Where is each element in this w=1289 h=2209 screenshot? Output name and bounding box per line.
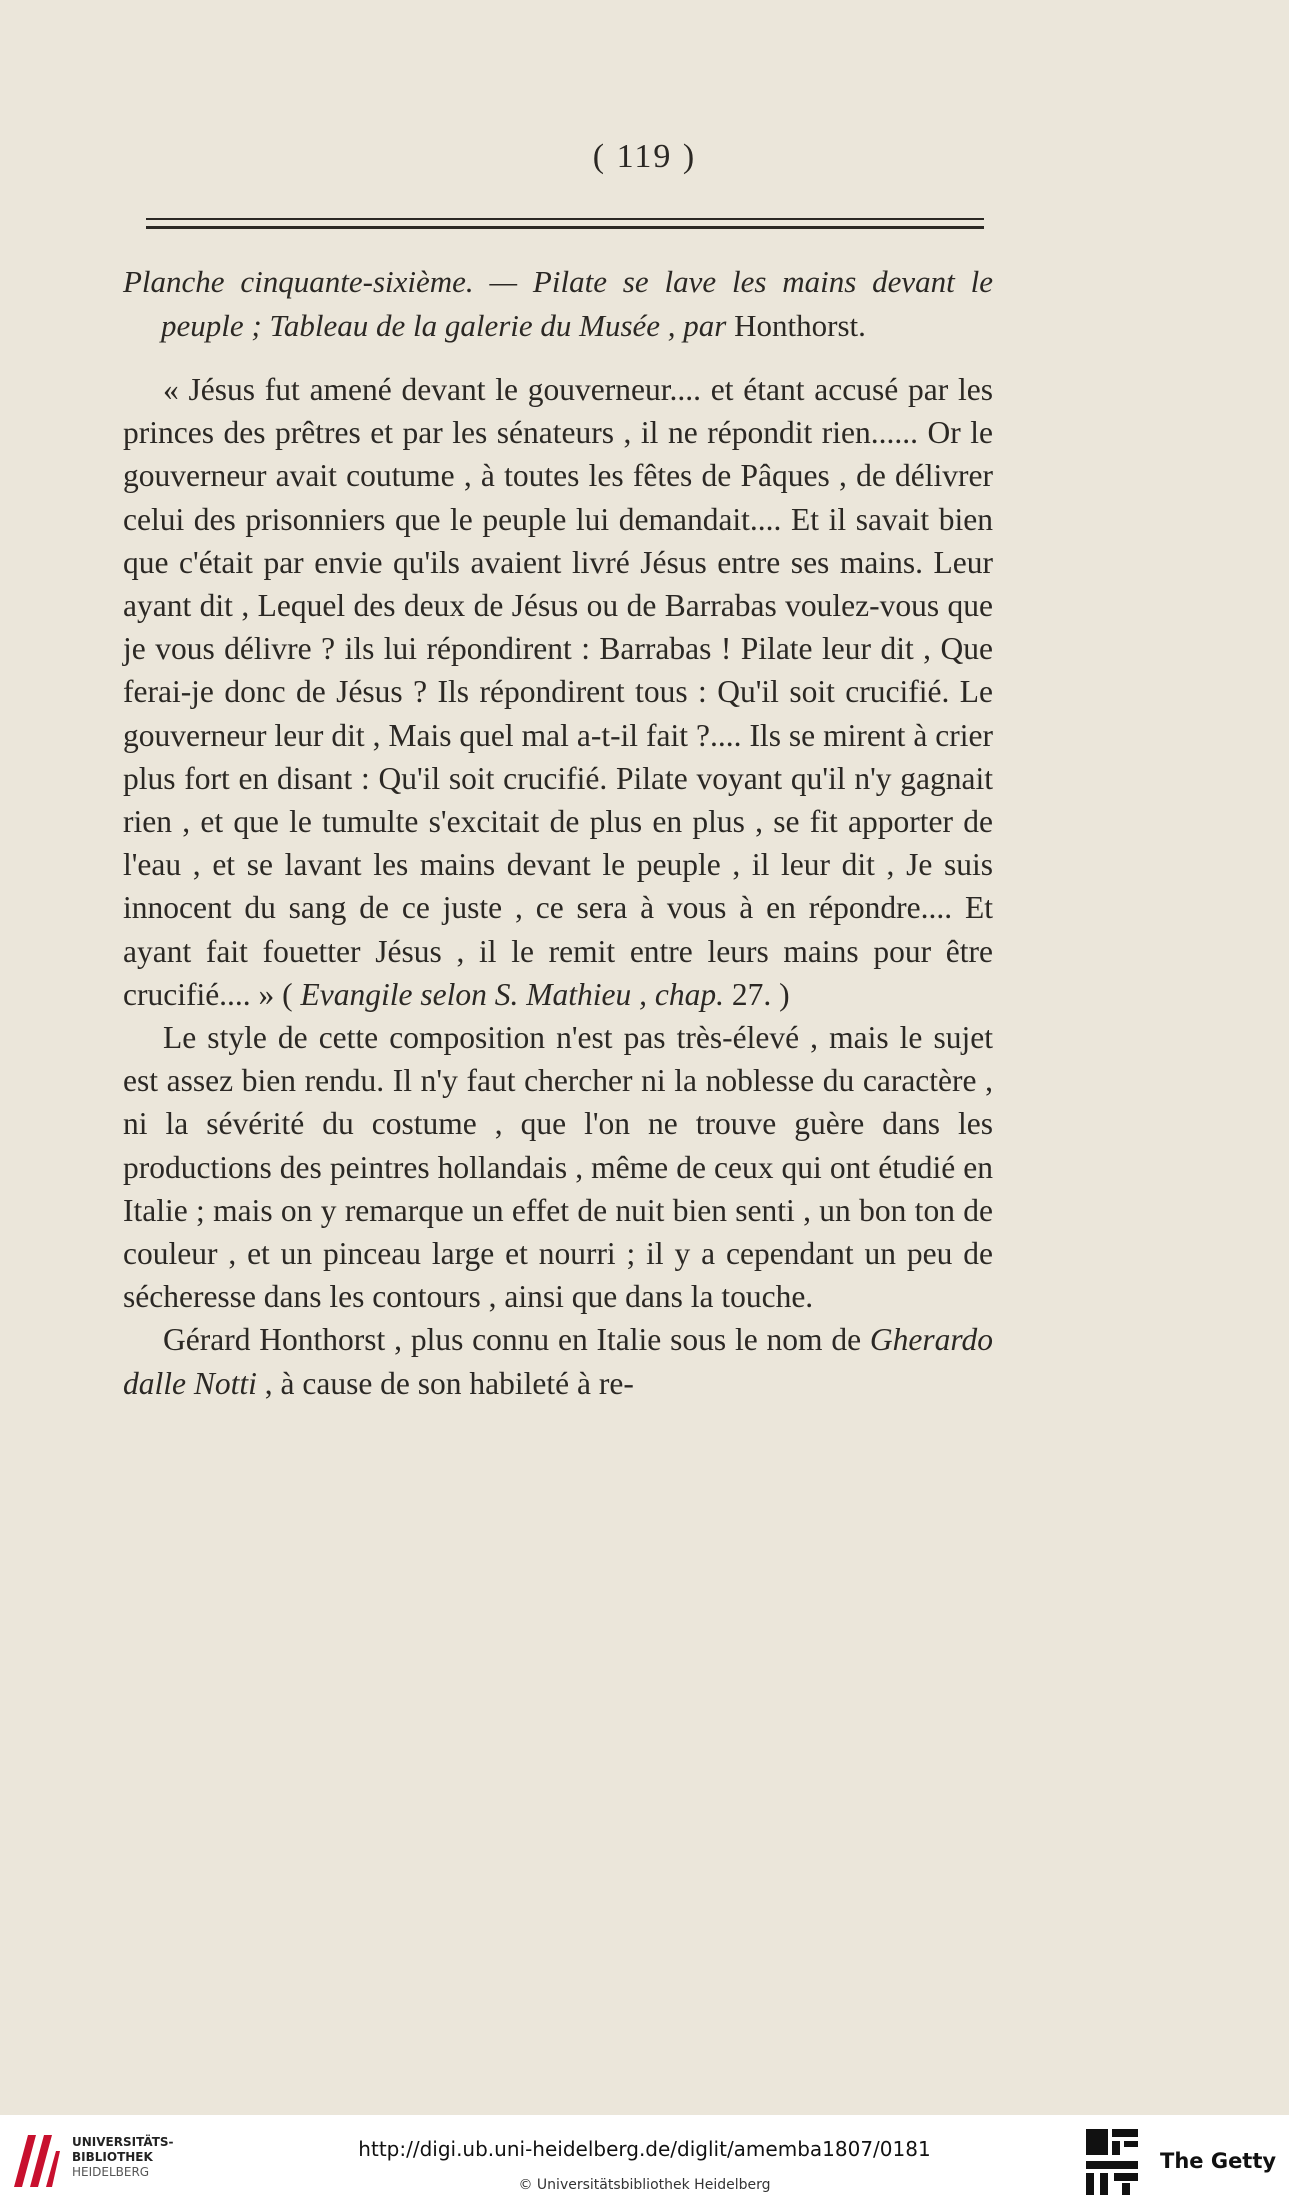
- library-name-line2: BIBLIOTHEK: [72, 2150, 153, 2164]
- plate-caption: [123, 260, 993, 348]
- header-rule-thick: [146, 226, 984, 229]
- bio-text: Gérard Honthorst , plus connu en Italie sous le nom de: [163, 1322, 870, 1358]
- page-number: ( 119 ): [592, 138, 697, 175]
- bio-tail: , à cause de son habileté à re-: [256, 1365, 634, 1401]
- copyright-notice: © Universitätsbibliothek Heidelberg: [518, 2177, 771, 2193]
- paragraph-artist-bio: [123, 1318, 993, 1404]
- paragraph-style-critique: [123, 1016, 993, 1318]
- caption-artist: Honthorst.: [734, 308, 866, 343]
- critique-text: Le style de cette composition n'est pas très-élevé , mais le sujet est assez bien rendu. Il n'y faut chercher ni la noblesse du caractère , ni la sévérité du costume , que l'on ne trouve guère dans les productions des peintres hollandais , même de ceux qui ont étudié en Italie ; mais on y remarque un effet de nuit bien senti , un bon ton de couleur , et un pinceau large et nourri ; il y a cependant un peu de sécheresse dans les contours , ainsi que dans la touche.: [123, 1020, 993, 1315]
- library-name-line3: HEIDELBERG: [72, 2165, 150, 2179]
- quote-source: Evangile selon S. Mathieu , chap.: [300, 976, 724, 1012]
- header-rule-thin: [146, 218, 984, 220]
- getty-name: The Getty: [1160, 2149, 1277, 2173]
- quote-source-chapter: 27. ): [723, 976, 790, 1012]
- text-body: [123, 260, 993, 1405]
- bio-nickname: Gherardo dalle Notti: [123, 1322, 993, 1401]
- caption-italic: Planche cinquante-sixième. — Pilate se lave les mains devant le peuple ; Tableau de la galerie du Musée , par: [123, 264, 993, 343]
- getty-logo-icon: [1084, 2127, 1142, 2199]
- library-name-line1: UNIVERSITÄTS-: [72, 2135, 174, 2149]
- permalink-url[interactable]: http://digi.ub.uni-heidelberg.de/diglit/amemba1807/0181: [358, 2137, 931, 2161]
- quote-text: « Jésus fut amené devant le gouverneur.... et étant accusé par les princes des prêtres et par les sénateurs , il ne répondit rien...... Or le gouverneur avait coutume , à toutes les fêtes de Pâques , de délivrer celui des prisonniers que le peuple lui demandait.... Et il savait bien que c'était par envie qu'ils avaient livré Jésus entre ses mains. Leur ayant dit , Lequel des deux de Jésus ou de Barrabas voulez-vous que je vous délivre ? ils lui répondirent : Barrabas ! Pilate leur dit , Que ferai-je donc de Jésus ? Ils répondirent tous : Qu'il soit crucifié. Le gouverneur leur dit , Mais quel mal a-t-il fait ?.... Ils se mirent à crier plus fort en disant : Qu'il soit crucifié. Pilate voyant qu'il n'y gagnait rien , et que le tumulte s'excitait de plus en plus , se fit apporter de l'eau , et se lavant les mains devant le peuple , il leur dit , Je suis innocent du sang de ce juste , ce sera à vous à en répondre.... Et ayant fait fouetter Jésus , il le remit entre leurs mains pour être crucifié.... » (: [123, 372, 993, 1012]
- footer-bar: [0, 2115, 1289, 2209]
- paragraph-gospel-quote: [123, 368, 993, 1016]
